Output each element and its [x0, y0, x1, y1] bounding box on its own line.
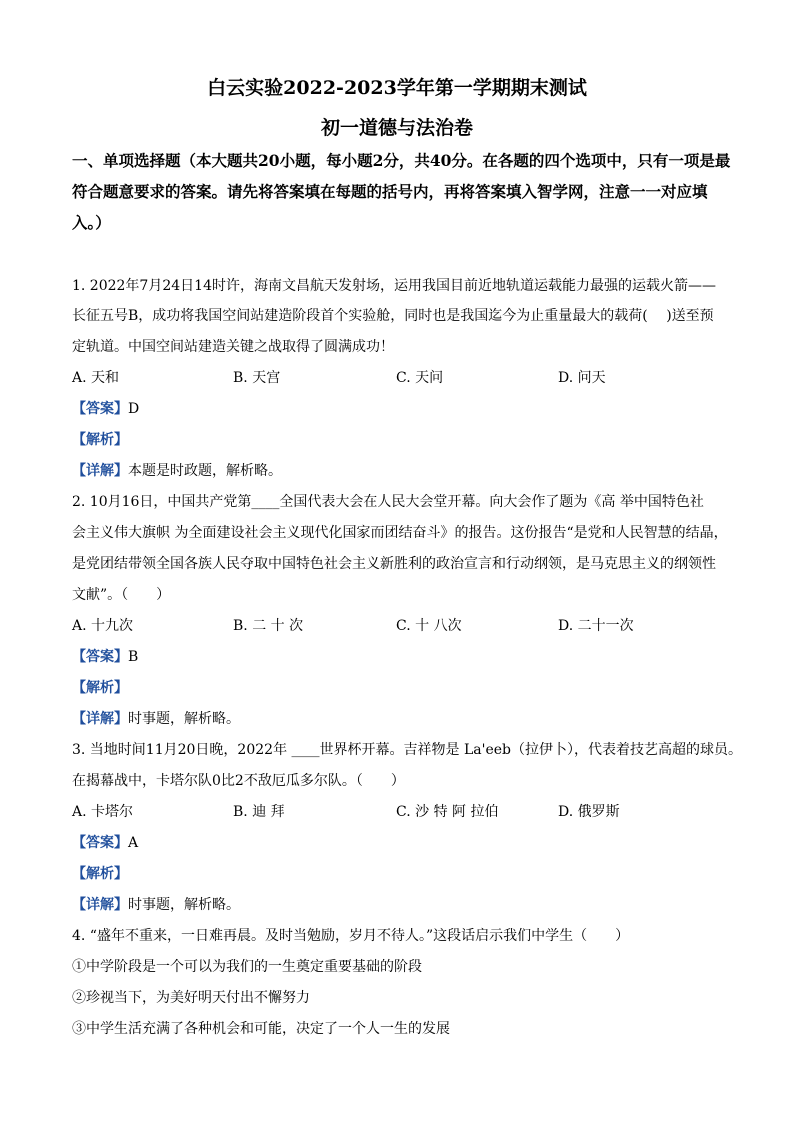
analysis-label: 【解析】: [72, 866, 128, 882]
detail-text: 时事题，解析略。: [128, 711, 240, 727]
question-1-line-3: 定轨道。中国空间站建造关键之战取得了圆满成功！: [72, 339, 394, 355]
question-1-option-c: C. 天问: [396, 370, 444, 386]
analysis-label: 【解析】: [72, 432, 128, 448]
question-2-line-1: 2. 10月16日，中国共产党第____全国代表大会在人民大会堂开幕。向大会作了题为《高 举中国特色社: [72, 494, 704, 510]
question-3-option-a: A. 卡塔尔: [72, 804, 134, 820]
question-1-detail: [72, 460, 282, 480]
question-1-line-2: 长征五号B，成功将我国空间站建造阶段首个实验舱，同时也是我国迄今为止重量最大的载荷( )送至预: [72, 308, 714, 324]
question-3-detail: [72, 894, 240, 914]
answer-value: B: [128, 649, 139, 665]
question-2-line-4: 文献”。（ ）: [72, 587, 171, 603]
question-4-line-1: 4. “盛年不重来，一日难再晨。及时当勉励，岁月不待人。”这段话启示我们中学生（ ）: [72, 928, 630, 944]
question-2-line-3: 是党团结带领全国各族人民夺取中国特色社会主义新胜利的政治宣言和行动纲领，是马克思主义的纲领性: [72, 556, 716, 572]
answer-label: 【答案】: [72, 401, 128, 417]
question-2-line-2: 会主义伟大旗帜 为全面建设社会主义现代化国家而团结奋斗》的报告。这份报告“是党和人民智慧的结晶，: [72, 525, 728, 541]
question-2-option-c: C. 十 八次: [396, 618, 462, 634]
question-3-answer: [72, 832, 138, 852]
answer-label: 【答案】: [72, 835, 128, 851]
question-1-analysis: [72, 429, 128, 449]
document-subtitle: 初一道德与法治卷: [320, 117, 473, 139]
document-title: 白云实验2022-2023学年第一学期期末测试: [207, 77, 587, 99]
question-1-option-b: B. 天宫: [233, 370, 281, 386]
answer-value: A: [128, 835, 139, 851]
question-2-answer: [72, 646, 138, 666]
analysis-label: 【解析】: [72, 680, 128, 696]
question-3-analysis: [72, 863, 128, 883]
question-1-line-1: 1. 2022年7月24日14时许，海南文昌航天发射场，运用我国目前近地轨道运载能力最强的运载火箭——: [72, 278, 716, 294]
answer-value: D: [128, 401, 140, 417]
question-2-option-b: B. 二 十 次: [233, 618, 304, 634]
question-3-option-c: C. 沙 特 阿 拉伯: [396, 804, 499, 820]
detail-label: 【详解】: [72, 711, 128, 727]
question-3-line-2: 在揭幕战中，卡塔尔队0比2不敌厄瓜多尔队。（ ）: [72, 773, 405, 789]
detail-text: 时事题，解析略。: [128, 897, 240, 913]
detail-label: 【详解】: [72, 897, 128, 913]
question-3-option-d: D. 俄罗斯: [558, 804, 620, 820]
section-heading: 一、单项选择题（本大题共20小题，每小题2分，共40分。在各题的四个选项中，只有一项是最符合题意要求的答案。请先将答案填在每题的括号内，再将答案填入智学网，注意一一对应填入。）: [72, 151, 731, 232]
question-4-statement-3: ③中学生活充满了各种机会和可能，决定了一个人一生的发展: [72, 1021, 450, 1037]
question-3-line-1: 3. 当地时间11月20日晚，2022年 ____世界杯开幕。吉祥物是 La'eeb（拉伊卜），代表着技艺高超的球员。: [72, 742, 742, 758]
question-1-option-d: D. 问天: [558, 370, 606, 386]
question-2-option-d: D. 二十一次: [558, 618, 634, 634]
question-4-statement-1: ①中学阶段是一个可以为我们的一生奠定重要基础的阶段: [72, 959, 422, 975]
question-1-answer: [72, 398, 139, 418]
answer-label: 【答案】: [72, 649, 128, 665]
question-2-analysis: [72, 677, 128, 697]
question-3-option-b: B. 迪 拜: [233, 804, 285, 820]
question-4-statement-2: ②珍视当下，为美好明天付出不懈努力: [72, 990, 310, 1006]
question-1-option-a: A. 天和: [72, 370, 120, 386]
question-2-detail: [72, 708, 240, 728]
detail-label: 【详解】: [72, 463, 128, 479]
question-2-option-a: A. 十九次: [72, 618, 134, 634]
detail-text: 本题是时政题，解析略。: [128, 463, 282, 479]
